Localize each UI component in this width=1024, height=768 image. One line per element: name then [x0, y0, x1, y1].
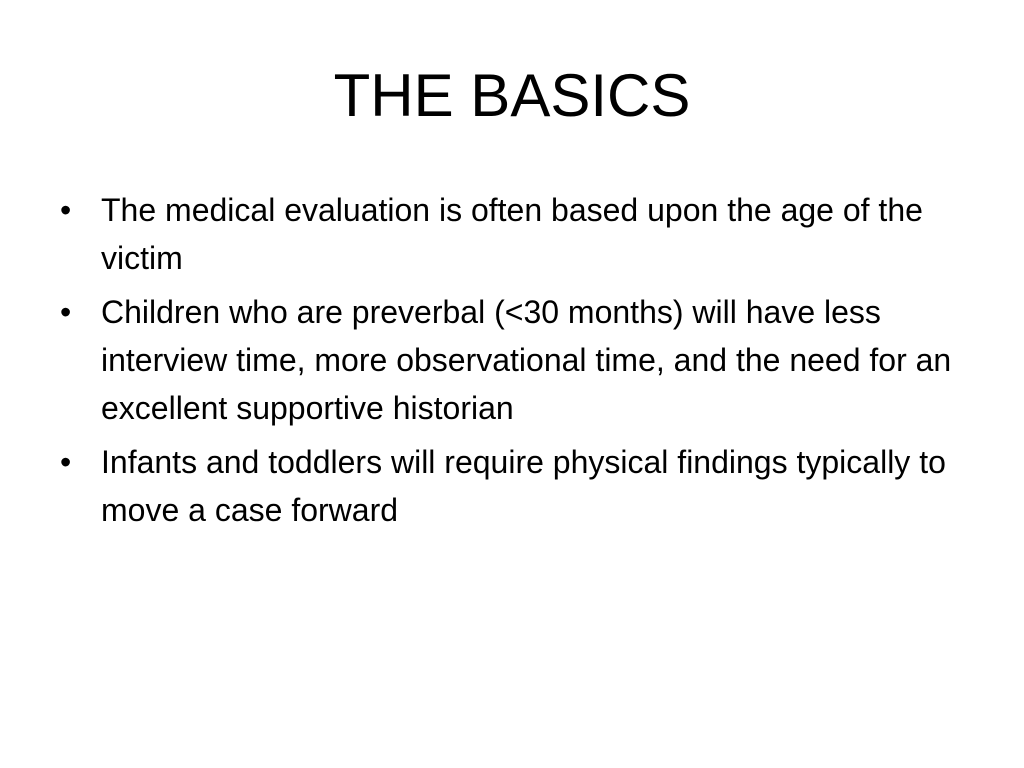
bullet-item — [58, 438, 978, 534]
bullet-item — [58, 186, 978, 282]
bullet-list — [58, 186, 978, 540]
bullet-text: Children who are preverbal (<30 months) will have less interview time, more observational time, and the need for an excellent supportive historian — [101, 294, 952, 426]
bullet-icon: • — [60, 444, 72, 480]
slide-title: THE BASICS — [333, 62, 691, 129]
bullet-item — [58, 288, 978, 432]
bullet-icon: • — [60, 294, 72, 330]
bullet-text: Infants and toddlers will require physical findings typically to move a case forward — [101, 444, 946, 528]
bullet-icon: • — [60, 192, 72, 228]
bullet-text: The medical evaluation is often based upon the age of the victim — [101, 192, 923, 276]
